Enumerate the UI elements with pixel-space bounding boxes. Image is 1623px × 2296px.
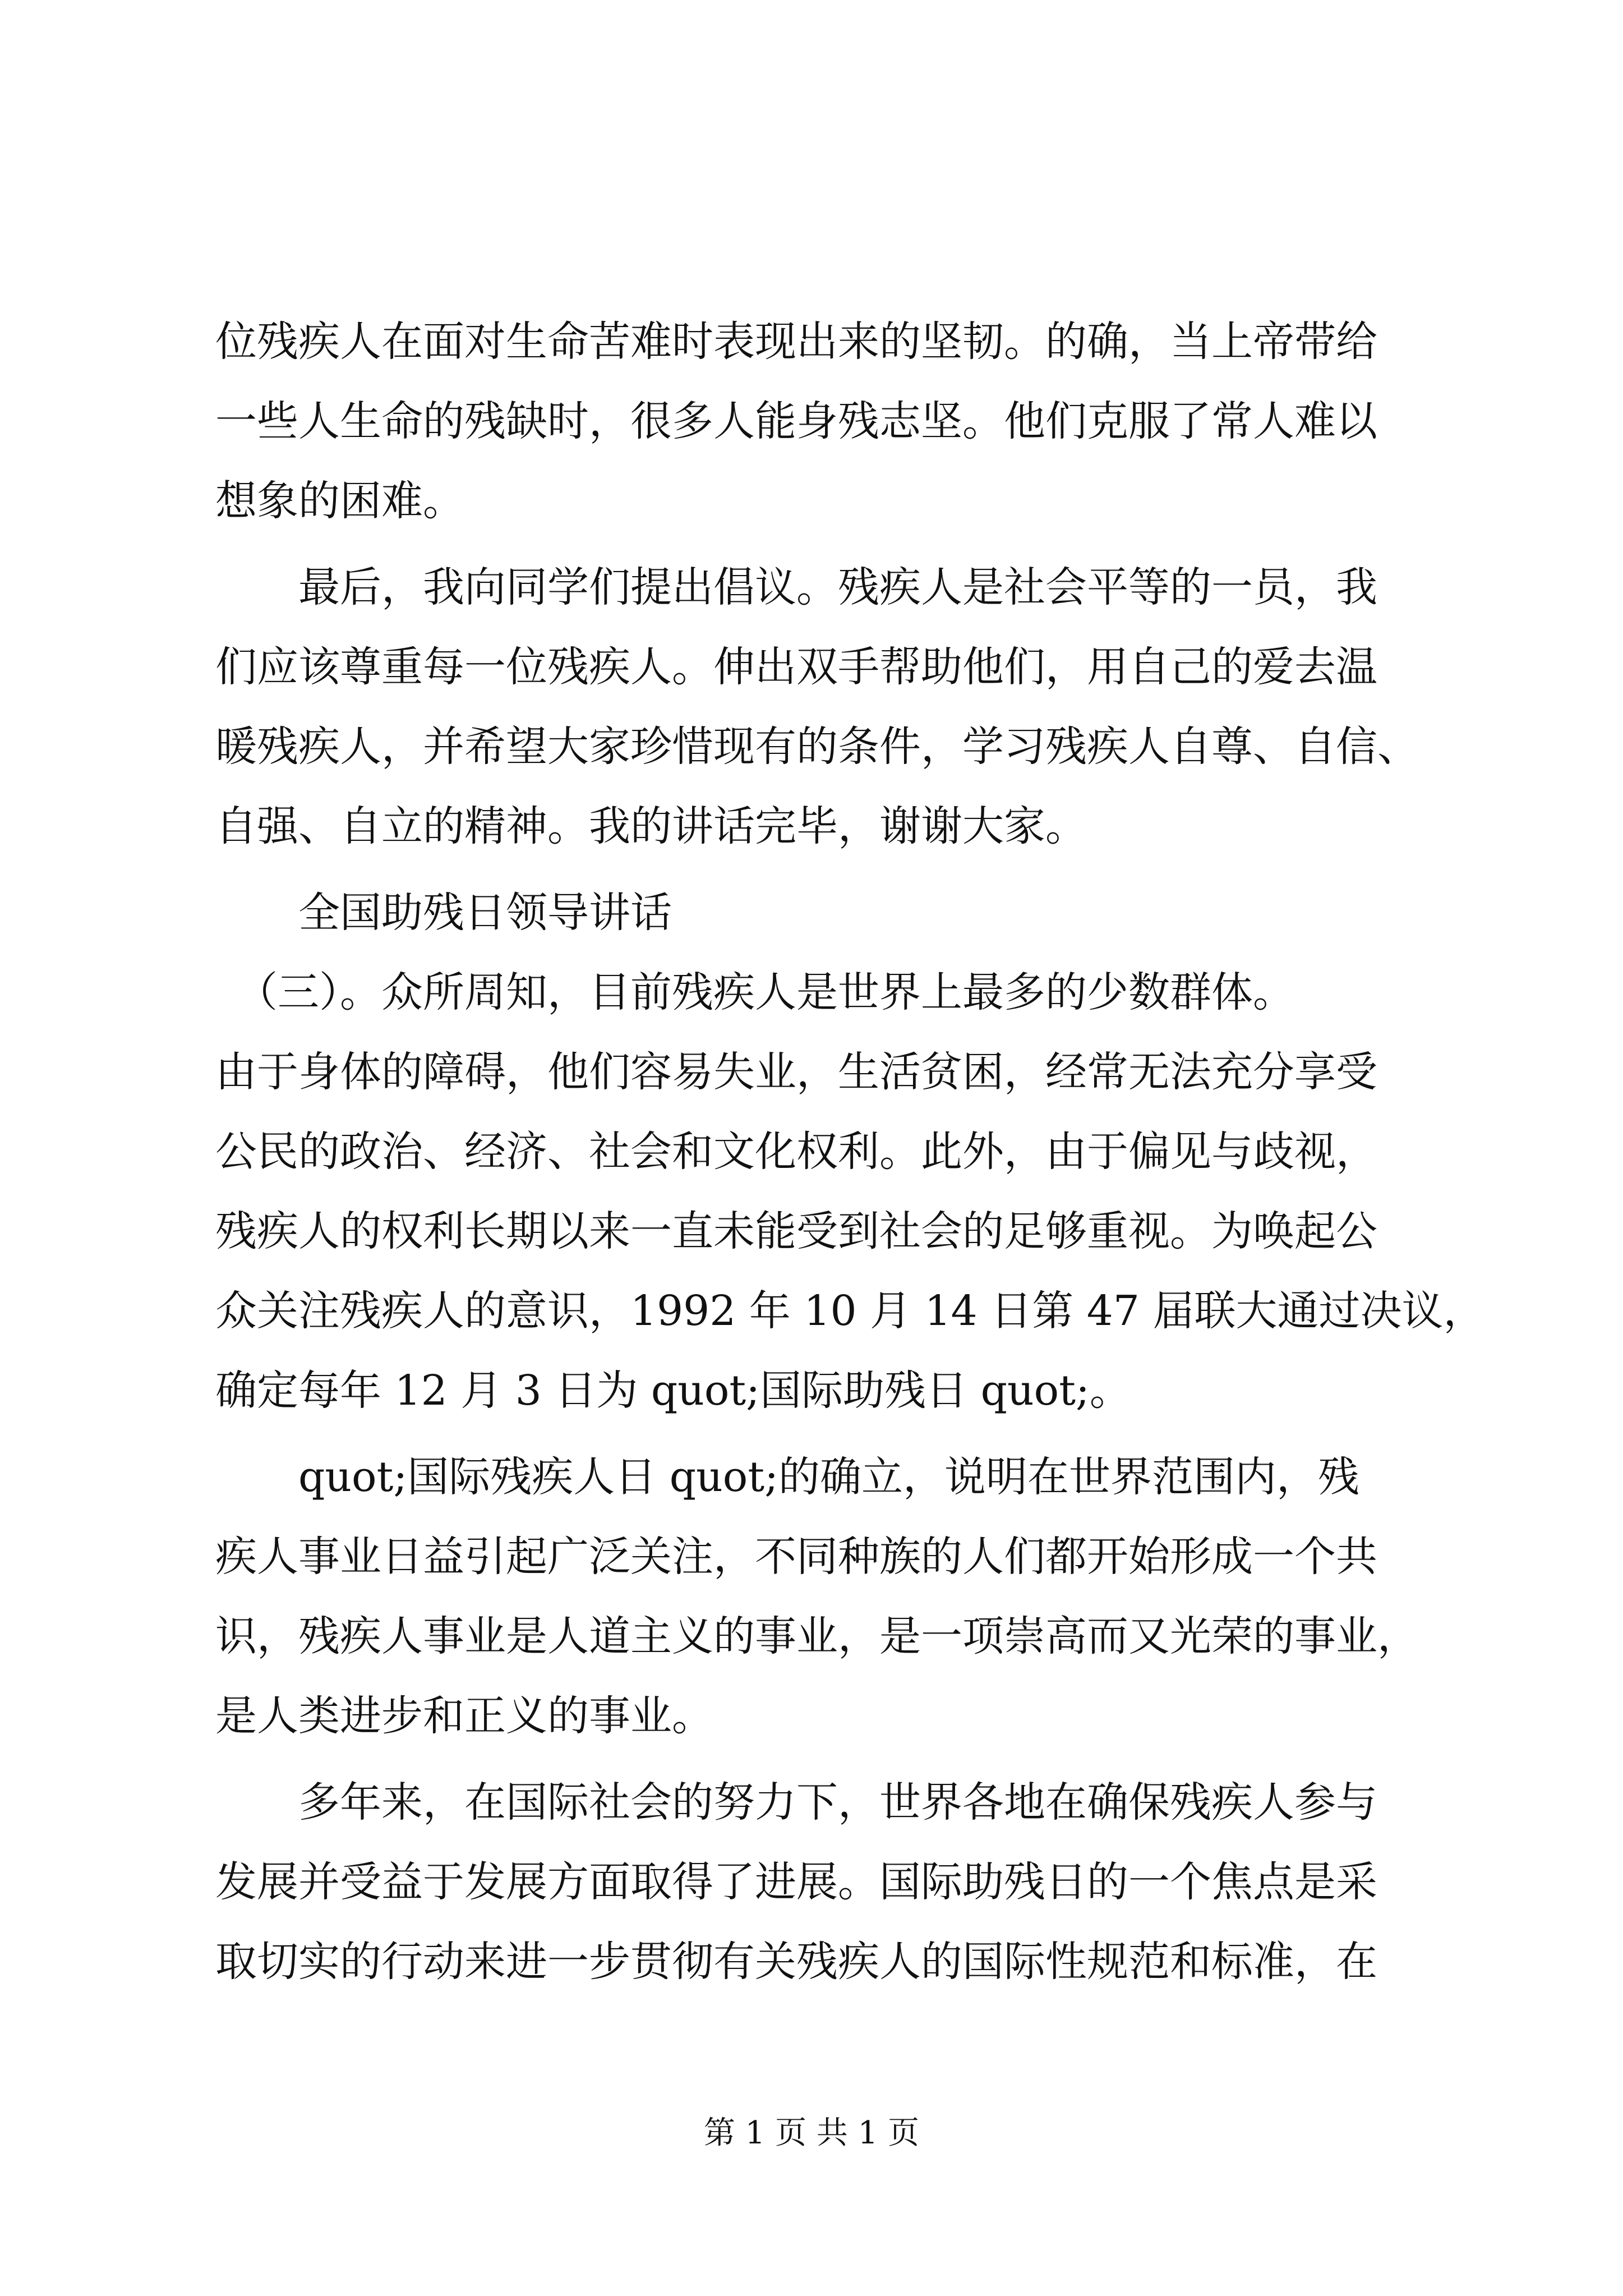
text-line: 暖残疾人，并希望大家珍惜现有的条件，学习残疾人自尊、自信、	[215, 723, 1419, 771]
heading-line: 全国助残日领导讲话	[215, 889, 672, 937]
section-heading	[215, 873, 1421, 953]
text-line: 疾人事业日益引起广泛关注，不同种族的人们都开始形成一个共	[215, 1533, 1377, 1581]
text-line: 发展并受益于发展方面取得了进展。国际助残日的一个焦点是采	[215, 1858, 1377, 1906]
text-line: 最后，我向同学们提出倡议。残疾人是社会平等的一员，我	[215, 563, 1377, 611]
text-line: 识，残疾人事业是人道主义的事业，是一项崇高而又光荣的事业，	[215, 1612, 1419, 1660]
text-line: 一些人生命的残缺时，很多人能身残志坚。他们克服了常人难以	[215, 397, 1377, 445]
text-line: 想象的困难。	[215, 477, 464, 525]
page-footer: 第 1 页 共 1 页	[703, 2115, 920, 2151]
text-line: 是人类进步和正义的事业。	[215, 1692, 713, 1740]
paragraph	[215, 1763, 1421, 2001]
text-line: 众关注残疾人的意识，1992 年 10 月 14 日第 47 届联大通过决议，	[215, 1287, 1485, 1335]
text-line: 位残疾人在面对生命苦难时表现出来的坚韧。的确，当上帝带给	[215, 318, 1377, 366]
text-line: 残疾人的权利长期以来一直未能受到社会的足够重视。为唤起公	[215, 1207, 1377, 1255]
paragraph	[215, 1437, 1421, 1756]
text-line: quot;国际残疾人日 quot;的确立，说明在世界范围内，残	[215, 1453, 1360, 1501]
paragraph	[215, 547, 1421, 866]
text-line: 多年来，在国际社会的努力下，世界各地在确保残疾人参与	[215, 1778, 1377, 1826]
text-line: 们应该尊重每一位残疾人。伸出双手帮助他们，用自己的爱去温	[215, 643, 1377, 691]
paragraph	[215, 302, 1421, 541]
text-line: 公民的政治、经济、社会和文化权利。此外，由于偏见与歧视，	[215, 1128, 1377, 1176]
document-body	[215, 302, 1485, 2001]
paragraph	[215, 953, 1485, 1430]
text-line: 取切实的行动来进一步贯彻有关残疾人的国际性规范和标准，在	[215, 1938, 1377, 1986]
text-line: 确定每年 12 月 3 日为 quot;国际助残日 quot;。	[215, 1366, 1131, 1415]
text-line: （三）。众所周知，目前残疾人是世界上最多的少数群体。	[215, 968, 1294, 1016]
text-line: 自强、自立的精神。我的讲话完毕，谢谢大家。	[215, 802, 1087, 850]
text-line: 由于身体的障碍，他们容易失业，生活贫困，经常无法充分享受	[215, 1048, 1377, 1096]
